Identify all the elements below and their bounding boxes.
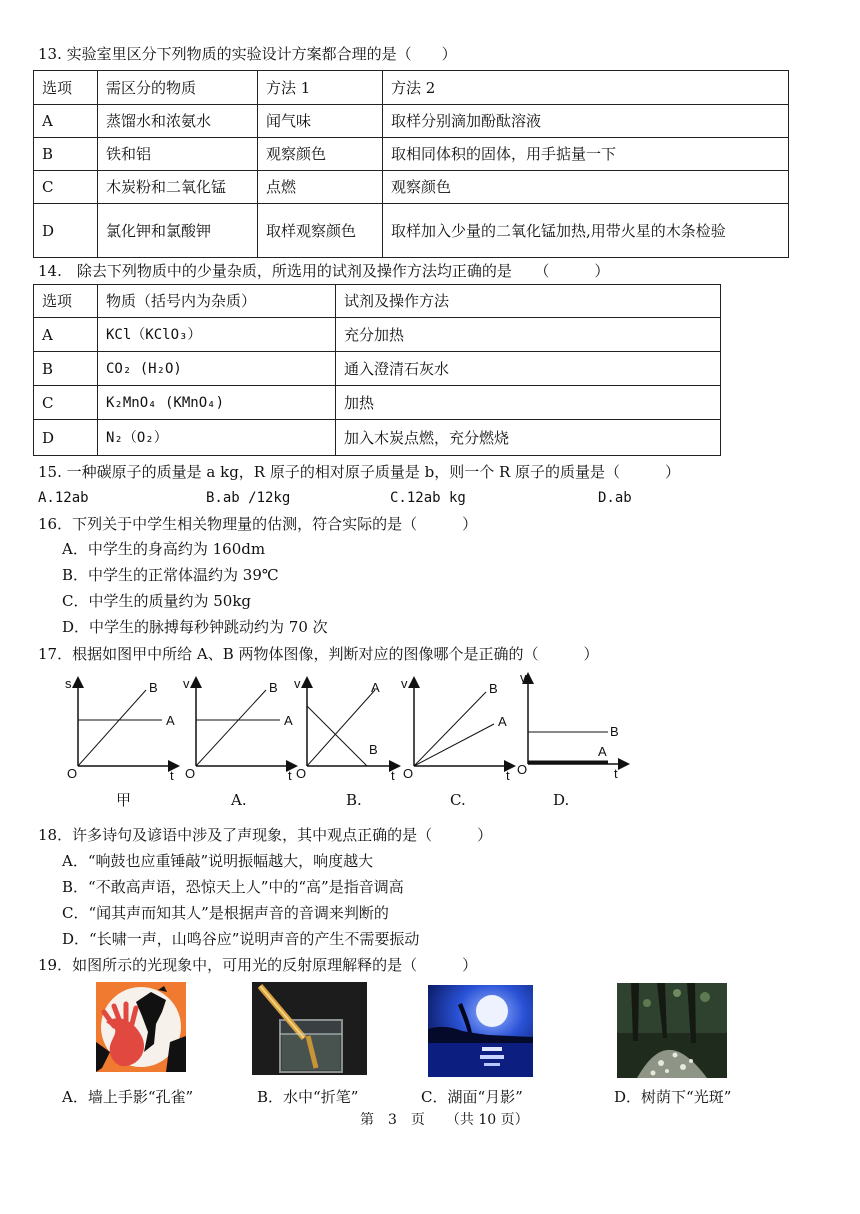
q16-option-d: D．中学生的脉搏每秒钟跳动约为 70 次 bbox=[62, 618, 328, 636]
table-row bbox=[34, 352, 721, 386]
y-label: s bbox=[65, 676, 72, 691]
label-b: B bbox=[269, 680, 278, 695]
table-header-cell: 选项 bbox=[34, 71, 98, 105]
table-cell: A bbox=[34, 318, 98, 352]
q19-option-b: B．水中“折笔” bbox=[257, 1088, 359, 1106]
table-cell: D bbox=[34, 204, 98, 258]
table-cell: 观察颜色 bbox=[383, 171, 789, 204]
q13-table bbox=[33, 70, 789, 258]
bent-pencil-image bbox=[252, 982, 367, 1075]
q19-option-c: C．湖面“月影” bbox=[421, 1088, 523, 1106]
q16-stem: 16．下列关于中学生相关物理量的估测，符合实际的是（ ） bbox=[38, 515, 478, 533]
line-b bbox=[78, 690, 146, 766]
table-row bbox=[34, 138, 789, 171]
table-header-cell: 物质（括号内为杂质） bbox=[98, 285, 336, 318]
q16-option-c: C．中学生的质量约为 50kg bbox=[62, 592, 252, 610]
graph-c bbox=[398, 674, 516, 784]
table-row bbox=[34, 105, 789, 138]
q16-option-a: A．中学生的身高约为 160dm bbox=[62, 540, 266, 558]
line-a bbox=[414, 724, 494, 766]
y-label: v bbox=[401, 676, 408, 691]
q18-option-d: D．“长啸一声，山鸣谷应”说明声音的产生不需要振动 bbox=[62, 930, 420, 948]
origin-label: O bbox=[67, 766, 78, 781]
table-cell: 蒸馏水和浓氨水 bbox=[98, 105, 258, 138]
table-row bbox=[34, 204, 789, 258]
q18-stem: 18．许多诗句及谚语中涉及了声现象，其中观点正确的是（ ） bbox=[38, 826, 493, 844]
tree-light-spots-image bbox=[617, 983, 727, 1078]
graph-caption-a: A. bbox=[231, 791, 247, 809]
q14-table bbox=[33, 284, 721, 456]
graph-b bbox=[291, 674, 401, 784]
q18-option-b: B．“不敢高声语，恐惊天上人”中的“高”是指音调高 bbox=[62, 878, 404, 896]
label-a: A bbox=[498, 714, 507, 729]
graph-caption-b: B. bbox=[346, 791, 362, 809]
table-header-cell: 需区分的物质 bbox=[98, 71, 258, 105]
x-label: t bbox=[170, 768, 174, 783]
q19-option-a: A．墙上手影“孔雀” bbox=[62, 1088, 194, 1106]
line-b bbox=[414, 692, 486, 766]
line-b bbox=[307, 706, 367, 766]
y-label: v bbox=[294, 676, 301, 691]
q16-option-b: B．中学生的正常体温约为 39℃ bbox=[62, 566, 279, 584]
label-b: B bbox=[489, 681, 498, 696]
q19-stem: 19．如图所示的光现象中，可用光的反射原理解释的是（ ） bbox=[38, 956, 478, 974]
hand-shadow-image bbox=[96, 982, 186, 1072]
q13-stem: 13. 实验室里区分下列物质的实验设计方案都合理的是（ ） bbox=[38, 45, 457, 63]
graph-caption-jia: 甲 bbox=[116, 791, 132, 809]
table-cell: 加热 bbox=[336, 386, 721, 420]
table-header-cell: 方法 2 bbox=[383, 71, 789, 105]
table-cell: 木炭粉和二氧化锰 bbox=[98, 171, 258, 204]
q19-option-d: D．树荫下“光斑” bbox=[614, 1088, 732, 1106]
table-cell: 取样加入少量的二氧化锰加热,用带火星的木条检验 bbox=[383, 204, 789, 258]
table-row bbox=[34, 386, 721, 420]
label-a: A bbox=[371, 680, 380, 695]
x-label: t bbox=[391, 768, 395, 783]
table-cell: B bbox=[34, 138, 98, 171]
table-cell: 取样分别滴加酚酞溶液 bbox=[383, 105, 789, 138]
table-cell: B bbox=[34, 352, 98, 386]
table-cell: 取相同体积的固体，用手掂量一下 bbox=[383, 138, 789, 171]
q14-stem: 14. 除去下列物质中的少量杂质，所选用的试剂及操作方法均正确的是 （ ） bbox=[38, 262, 610, 280]
q18-option-c: C．“闻其声而知其人”是根据声音的音调来判断的 bbox=[62, 904, 389, 922]
table-cell: 取样观察颜色 bbox=[258, 204, 383, 258]
table-header-cell: 试剂及操作方法 bbox=[336, 285, 721, 318]
moon-reflection-image bbox=[428, 985, 533, 1077]
table-cell: 点燃 bbox=[258, 171, 383, 204]
table-cell: CO₂ (H₂O) bbox=[98, 352, 336, 386]
table-cell: K₂MnO₄ (KMnO₄) bbox=[98, 386, 336, 420]
table-cell: 闻气味 bbox=[258, 105, 383, 138]
table-cell: 加入木炭点燃，充分燃烧 bbox=[336, 420, 721, 456]
table-cell: A bbox=[34, 105, 98, 138]
graph-a bbox=[180, 674, 300, 784]
q15-option-a: A.12ab bbox=[38, 490, 89, 506]
q15-option-b: B.ab /12kg bbox=[206, 490, 291, 506]
table-cell: 氯化钾和氯酸钾 bbox=[98, 204, 258, 258]
table-row bbox=[34, 318, 721, 352]
origin-label: O bbox=[403, 766, 414, 781]
line-a bbox=[307, 690, 375, 766]
x-label: t bbox=[614, 766, 618, 781]
table-header-row bbox=[34, 285, 721, 318]
table-header-cell: 选项 bbox=[34, 285, 98, 318]
table-cell: 充分加热 bbox=[336, 318, 721, 352]
table-cell: 观察颜色 bbox=[258, 138, 383, 171]
x-label: t bbox=[288, 768, 292, 783]
origin-label: O bbox=[185, 766, 196, 781]
graph-caption-d: D. bbox=[553, 791, 570, 809]
table-cell: 通入澄清石灰水 bbox=[336, 352, 721, 386]
line-b bbox=[196, 690, 266, 766]
table-row bbox=[34, 171, 789, 204]
label-a: A bbox=[166, 713, 175, 728]
table-cell: C bbox=[34, 386, 98, 420]
table-cell: N₂（O₂） bbox=[98, 420, 336, 456]
table-header-row bbox=[34, 71, 789, 105]
graph-jia bbox=[62, 674, 182, 784]
table-cell: KCl（KClO₃） bbox=[98, 318, 336, 352]
table-row bbox=[34, 420, 721, 456]
y-label: v bbox=[520, 670, 527, 685]
table-cell: D bbox=[34, 420, 98, 456]
label-b: B bbox=[149, 680, 158, 695]
y-label: v bbox=[183, 676, 190, 691]
q15-option-d: D.ab bbox=[598, 490, 632, 506]
label-b: B bbox=[369, 742, 378, 757]
label-b: B bbox=[610, 724, 619, 739]
q17-stem: 17．根据如图甲中所给 A、B 两物体图像，判断对应的图像哪个是正确的（ ） bbox=[38, 645, 599, 663]
table-cell: 铁和铝 bbox=[98, 138, 258, 171]
x-label: t bbox=[506, 768, 510, 783]
q18-option-a: A．“响鼓也应重锤敲”说明振幅越大，响度越大 bbox=[62, 852, 374, 870]
origin-label: O bbox=[296, 766, 307, 781]
graph-d bbox=[512, 670, 630, 784]
q15-stem: 15. 一种碳原子的质量是 a kg，R 原子的相对原子质量是 b，则一个 R 原子的质量是（ ） bbox=[38, 463, 681, 481]
origin-label: O bbox=[517, 762, 528, 777]
label-a: A bbox=[284, 713, 293, 728]
table-header-cell: 方法 1 bbox=[258, 71, 383, 105]
graph-caption-c: C. bbox=[450, 791, 466, 809]
q15-option-c: C.12ab kg bbox=[390, 490, 466, 506]
page-number-footer: 第 3 页 （共 10 页） bbox=[360, 1112, 529, 1128]
table-cell: C bbox=[34, 171, 98, 204]
label-a: A bbox=[598, 744, 607, 759]
